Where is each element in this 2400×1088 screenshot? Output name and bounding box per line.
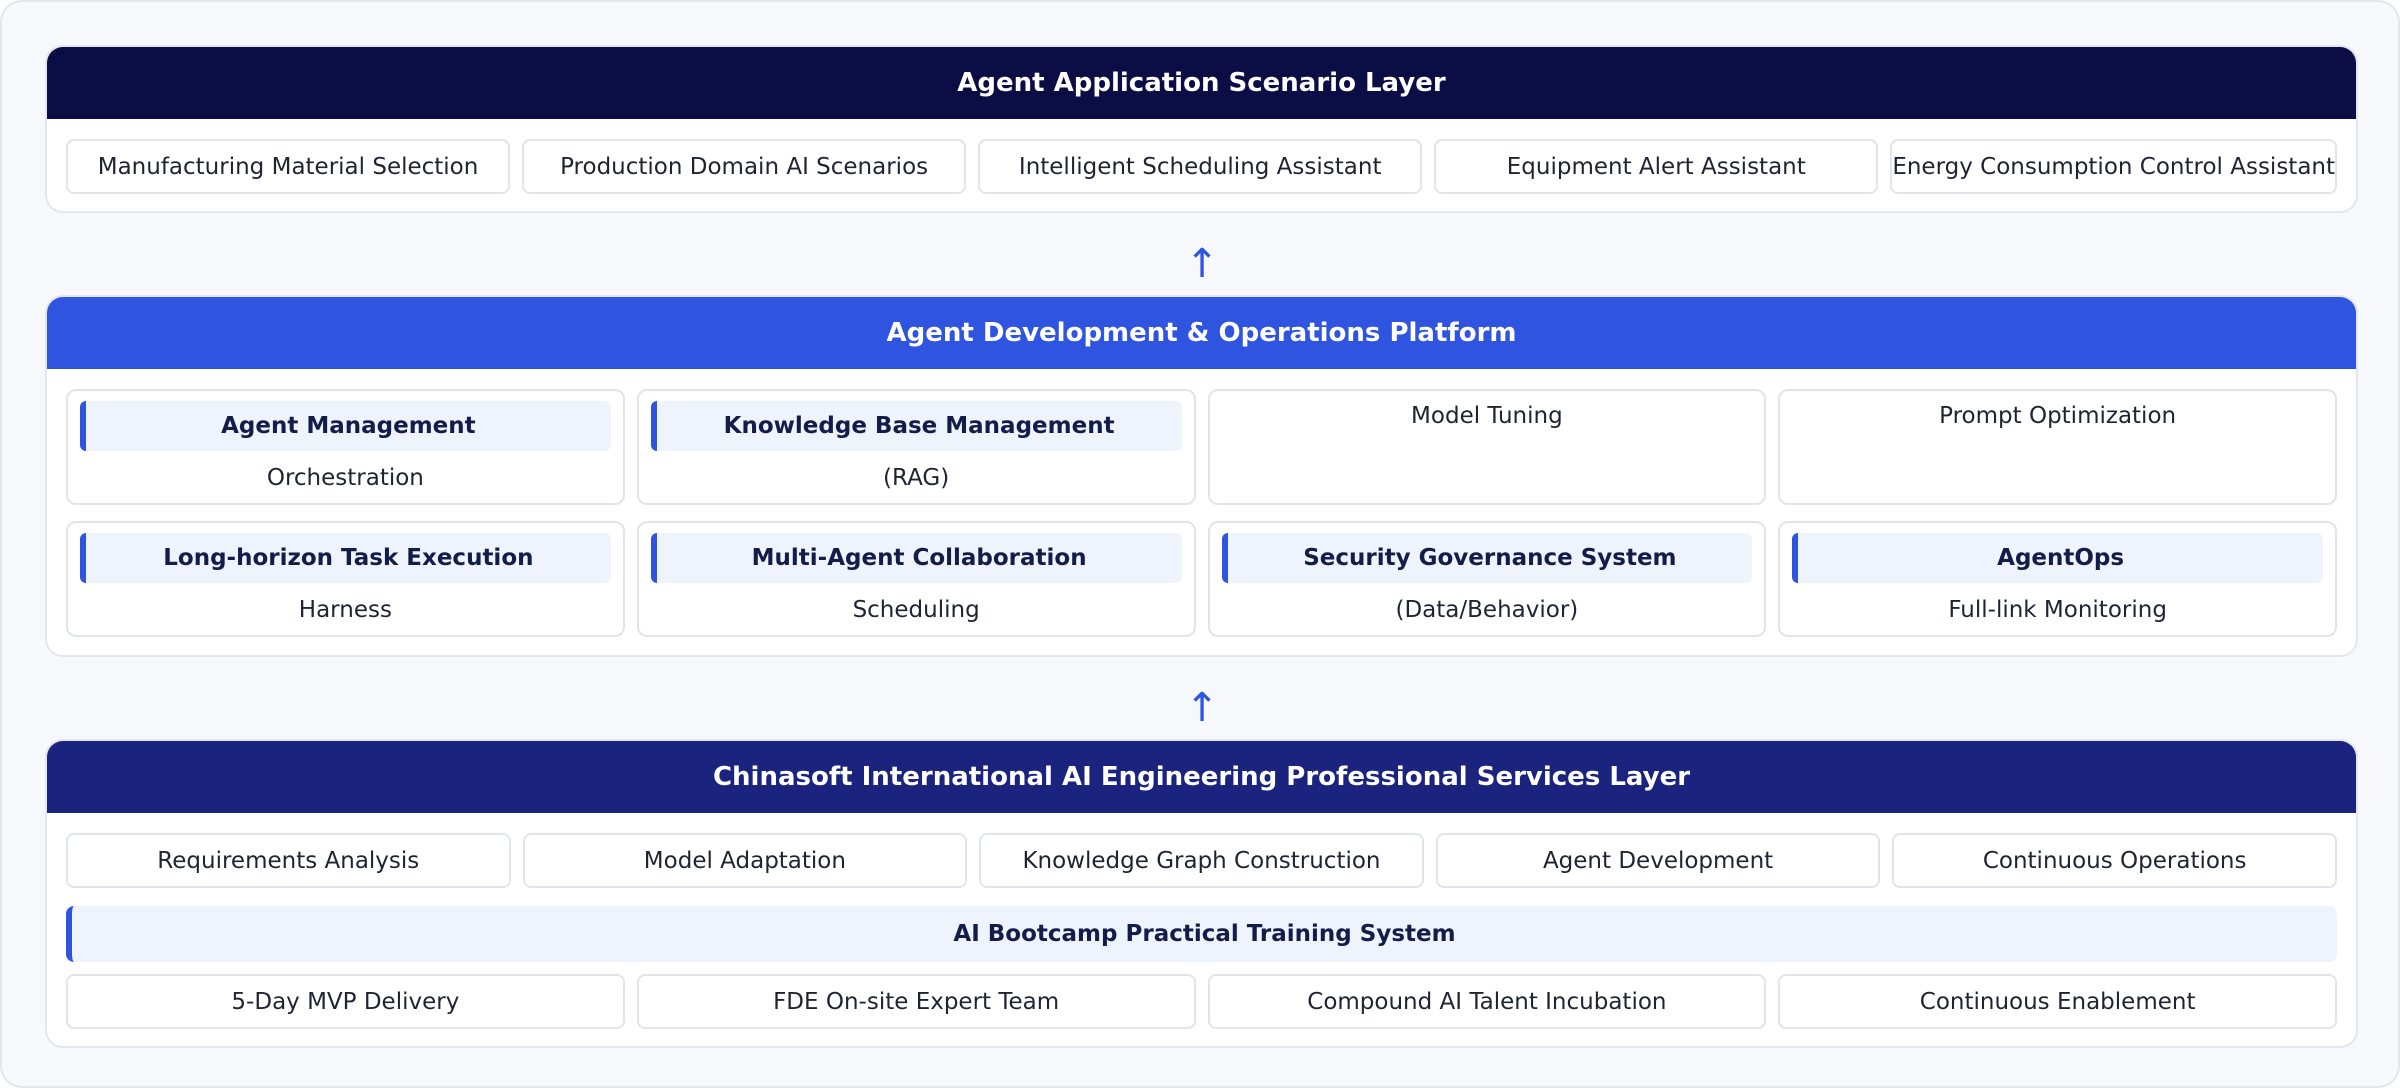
- card-subtitle: Model Tuning: [1411, 403, 1563, 429]
- scenario-material-selection: Manufacturing Material Selection: [66, 139, 510, 194]
- application-scenario-layer: [45, 45, 2358, 213]
- platform-layer: [45, 295, 2358, 657]
- services-row: [66, 833, 2337, 888]
- card-subtitle: Orchestration: [266, 465, 424, 491]
- card-subtitle: (RAG): [883, 465, 950, 491]
- service-continuous-operations: Continuous Operations: [1892, 833, 2337, 888]
- scenario-energy-control: Energy Consumption Control Assistant: [1890, 139, 2337, 194]
- card-subtitle: Scheduling: [852, 597, 980, 623]
- platform-row-1: [66, 389, 2337, 505]
- card-model-tuning: [1208, 389, 1767, 505]
- card-title: AgentOps: [1792, 533, 2323, 583]
- card-multi-agent: [637, 521, 1196, 637]
- bootcamp-continuous-enablement: Continuous Enablement: [1778, 974, 2337, 1029]
- card-title: Multi-Agent Collaboration: [651, 533, 1182, 583]
- card-agent-management: [66, 389, 625, 505]
- bootcamp-row: [66, 974, 2337, 1029]
- card-agentops: [1778, 521, 2337, 637]
- service-requirements-analysis: Requirements Analysis: [66, 833, 511, 888]
- application-scenarios-row: [66, 139, 2337, 194]
- scenario-equipment-alert: Equipment Alert Assistant: [1434, 139, 1878, 194]
- card-title: Security Governance System: [1222, 533, 1753, 583]
- card-title: Long-horizon Task Execution: [80, 533, 611, 583]
- card-subtitle: Full-link Monitoring: [1948, 597, 2167, 623]
- services-layer-title: Chinasoft International AI Engineering Professional Services Layer: [47, 741, 2356, 813]
- bootcamp-mvp-delivery: 5-Day MVP Delivery: [66, 974, 625, 1029]
- card-title: Agent Management: [80, 401, 611, 451]
- scenario-scheduling-assistant: Intelligent Scheduling Assistant: [978, 139, 1422, 194]
- services-layer: [45, 739, 2358, 1048]
- card-title: Knowledge Base Management: [651, 401, 1182, 451]
- card-long-horizon: [66, 521, 625, 637]
- service-model-adaptation: Model Adaptation: [523, 833, 968, 888]
- service-knowledge-graph: Knowledge Graph Construction: [979, 833, 1424, 888]
- up-arrow-icon: ↑: [1185, 241, 1219, 287]
- card-subtitle: Harness: [298, 597, 392, 623]
- card-security-governance: [1208, 521, 1767, 637]
- bootcamp-talent-incubation: Compound AI Talent Incubation: [1208, 974, 1767, 1029]
- service-agent-development: Agent Development: [1436, 833, 1881, 888]
- platform-layer-title: Agent Development & Operations Platform: [47, 297, 2356, 369]
- card-subtitle: Prompt Optimization: [1939, 403, 2177, 429]
- card-knowledge-base: [637, 389, 1196, 505]
- platform-row-2: [66, 521, 2337, 637]
- bootcamp-fde-team: FDE On-site Expert Team: [637, 974, 1196, 1029]
- card-subtitle: (Data/Behavior): [1395, 597, 1579, 623]
- card-prompt-optimization: [1778, 389, 2337, 505]
- up-arrow-icon: ↑: [1185, 685, 1219, 731]
- bootcamp-banner: AI Bootcamp Practical Training System: [66, 906, 2337, 962]
- scenario-production-domain: Production Domain AI Scenarios: [522, 139, 966, 194]
- application-layer-title: Agent Application Scenario Layer: [47, 47, 2356, 119]
